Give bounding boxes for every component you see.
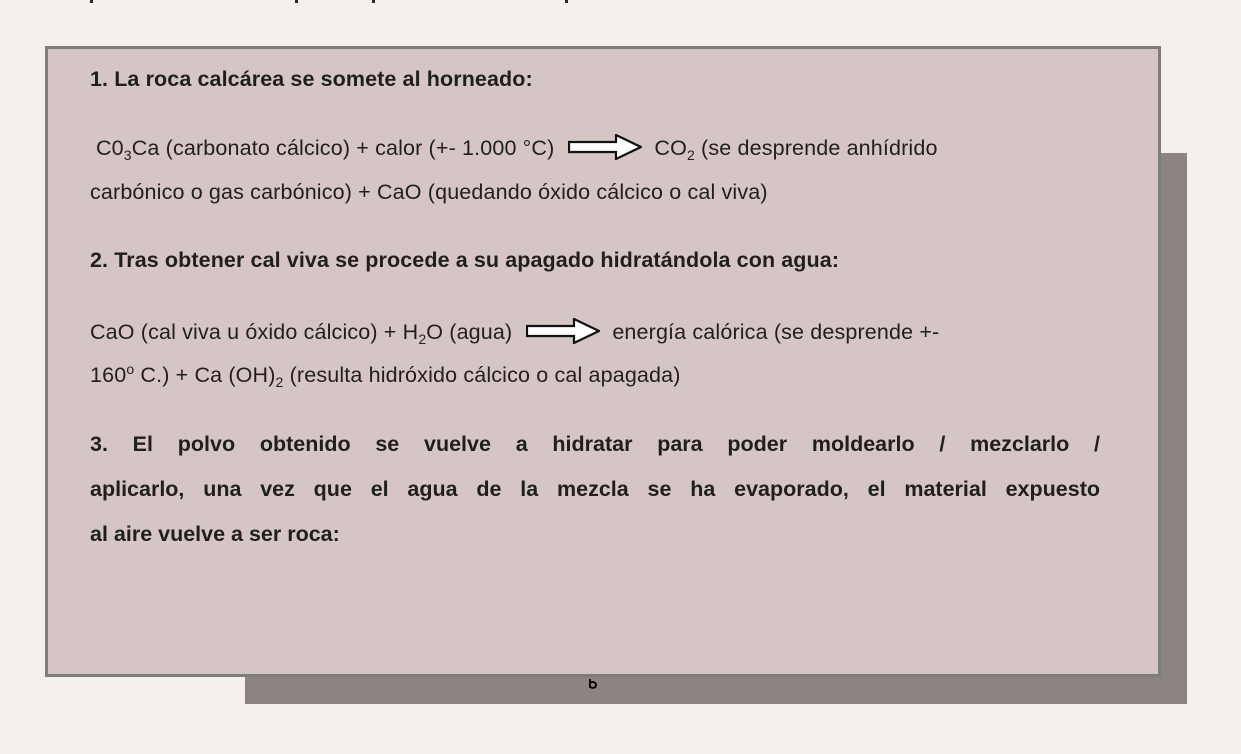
product-text: energía calórica (se desprende +- (612, 320, 940, 344)
section2-reaction-line1 (90, 318, 939, 345)
product-text: (se desprende anhídrido (694, 136, 938, 160)
product-subscript: 2 (686, 147, 695, 163)
product-subscript: 2 (275, 374, 284, 390)
degree-superscript: o (126, 361, 135, 377)
clipped-text-strip (80, 0, 640, 6)
section1-reaction-line1 (96, 134, 938, 161)
reactant-subscript: 3 (123, 147, 132, 163)
right-arrow-icon (568, 134, 642, 160)
content-card (45, 46, 1161, 677)
product-text: (resulta hidróxido cálcico o cal apagada) (283, 363, 681, 387)
section3-line2: aplicarlo, una vez que el agua de la mezcla se ha evaporado, el material expuesto (90, 477, 1100, 501)
section1-reaction-line2: carbónico o gas carbónico) + CaO (quedando óxido cálcico o cal viva) (90, 180, 768, 204)
section1-heading: 1. La roca calcárea se somete al horneado: (90, 67, 533, 91)
product-formula: C.) + Ca (OH) (134, 363, 276, 387)
product-formula: CO (654, 136, 687, 160)
section2-reaction-line2 (90, 363, 681, 388)
temperature-value: 160 (90, 363, 127, 387)
reactant-subscript: 2 (418, 331, 427, 347)
right-arrow-icon (526, 318, 600, 344)
reactant-text-a: CaO (cal viva u óxido cálcico) + H (90, 320, 419, 344)
section3-line3: al aire vuelve a ser roca: (90, 522, 340, 546)
section3-line1: 3. El polvo obtenido se vuelve a hidratar para poder moldearlo / mezclarlo / (90, 432, 1100, 456)
mouse-cursor-icon (588, 677, 598, 689)
section2-heading: 2. Tras obtener cal viva se procede a su apagado hidratándola con agua: (90, 248, 840, 272)
reactant-text-b: O (agua) (426, 320, 513, 344)
reactant-formula: C0 (96, 136, 124, 160)
reactant-text: Ca (carbonato cálcico) + calor (+- 1.000 °C) (131, 136, 555, 160)
